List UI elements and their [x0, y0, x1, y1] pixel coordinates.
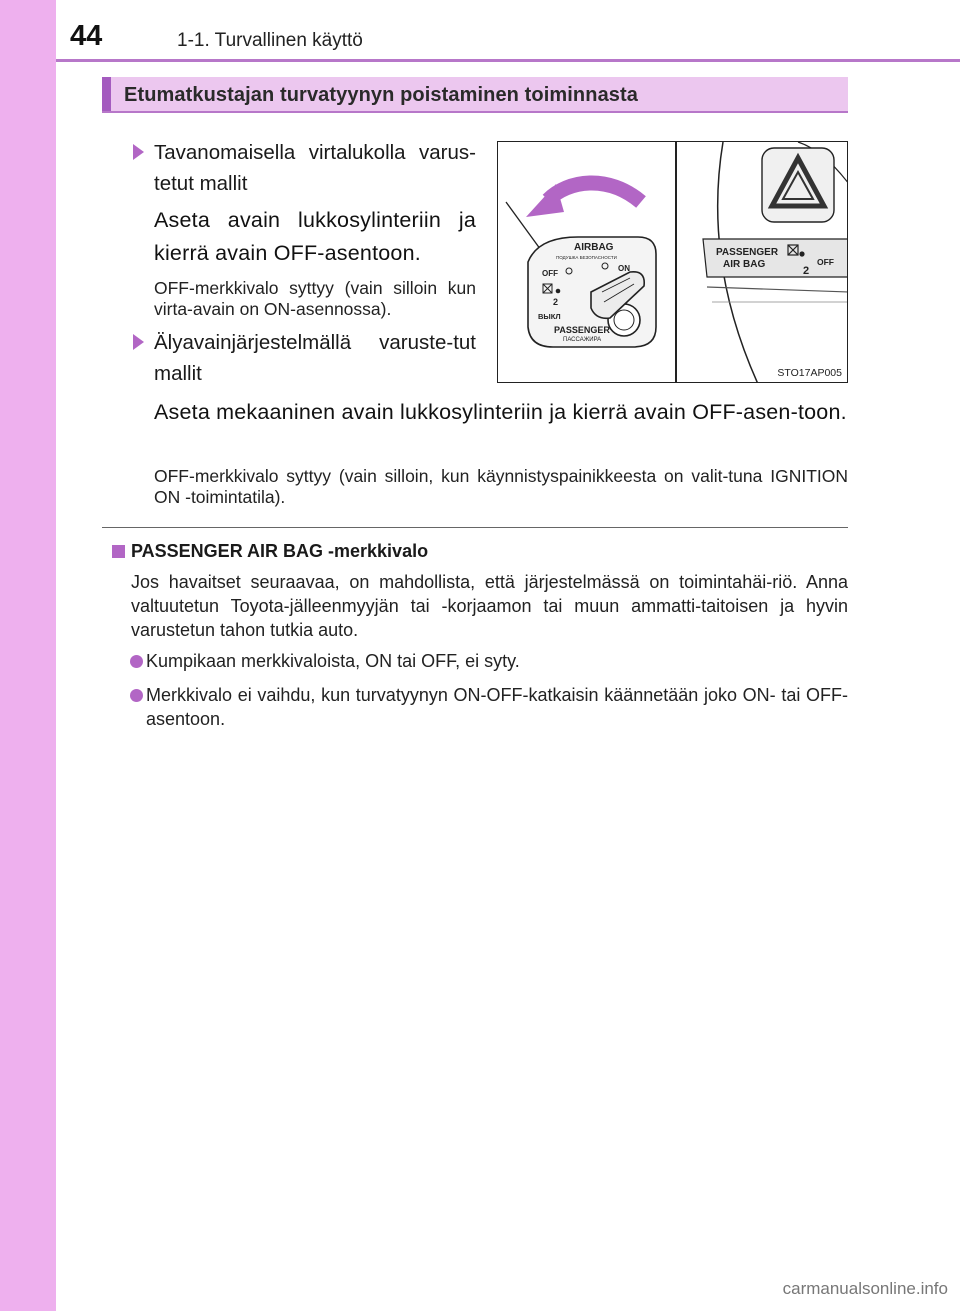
triangle-bullet-icon — [133, 144, 144, 160]
section-accent — [102, 77, 111, 111]
section-title: Etumatkustajan turvatyynyn poistaminen toiminnasta — [124, 84, 638, 106]
circle-bullet-icon — [130, 655, 143, 668]
chapter-title: 1-1. Turvallinen käyttö — [177, 30, 363, 51]
subsection-title: PASSENGER AIR BAG -merkkivalo — [131, 541, 429, 561]
switch-label-off-ru: ВЫКЛ — [538, 312, 561, 321]
page-number: 44 — [70, 20, 103, 52]
indicator-label-passenger: PASSENGER — [716, 247, 779, 258]
block-instruction-smart-key: Aseta mekaaninen avain lukkosylinteriin ja kierrä avain OFF-asen-toon. — [154, 400, 847, 424]
airbag-switch-figure — [497, 141, 848, 383]
block-note-smart-key: OFF-merkkivalo syttyy (vain silloin, kun käynnistyspainikkeesta on valit-tuna IGNITION ON -toimintatila). — [154, 466, 848, 507]
switch-seat-number: 2 — [553, 297, 559, 307]
indicator-label-off: OFF — [817, 257, 834, 267]
subsection-paragraph: Jos havaitset seuraavaa, on mahdollista, että järjestelmässä on toimintahäi-riö. Anna valtuutetun Toyota-jälleenmyyjän tai -korjaamon tai muun ammatti-taitoisen ja hyvin varustetun tahon tutkia auto. — [131, 572, 848, 640]
side-color-strip — [0, 0, 56, 1311]
indicator-label-air-bag: AIR BAG — [723, 259, 766, 270]
block-note-standard-key: OFF-merkkivalo syttyy (vain silloin kun virta-avain on ON-asennossa). — [154, 278, 476, 319]
block-heading-smart-key: Älyavainjärjestelmällä varuste-tut mallit — [154, 331, 476, 385]
watermark-text: carmanualsonline.info — [782, 1279, 948, 1298]
indicator-seat-number: 2 — [803, 265, 810, 277]
switch-label-passenger: PASSENGER — [554, 325, 610, 335]
switch-label-on: ON — [618, 264, 630, 273]
triangle-bullet-icon — [133, 334, 144, 350]
header-rule — [56, 59, 960, 62]
section-divider — [102, 527, 848, 528]
switch-label-airbag-ru: ПОДУШКА БЕЗОПАСНОСТИ — [556, 255, 617, 260]
list-item: Kumpikaan merkkivaloista, ON tai OFF, ei syty. — [146, 651, 520, 671]
block-heading-standard-key: Tavanomaisella virtalukolla varus-tetut mallit — [154, 141, 476, 195]
section-heading-bar — [102, 77, 848, 113]
switch-label-passenger-ru: ПАССАЖИРА — [563, 337, 602, 343]
list-item: Merkkivalo ei vaihdu, kun turvatyynyn ON-OFF-katkaisin käännetään joko ON- tai OFF-asentoon. — [146, 685, 848, 729]
airbag-switch-illustration — [498, 142, 848, 383]
hazard-button-icon — [762, 148, 834, 222]
figure-code: STO17AP005 — [777, 367, 842, 379]
square-bullet-icon — [112, 545, 125, 558]
circle-bullet-icon — [130, 689, 143, 702]
switch-label-off: OFF — [542, 269, 558, 278]
switch-label-airbag: AIRBAG — [574, 242, 614, 253]
block-instruction-standard-key: Aseta avain lukkosylinteriin ja kierrä avain OFF-asentoon. — [154, 208, 476, 265]
